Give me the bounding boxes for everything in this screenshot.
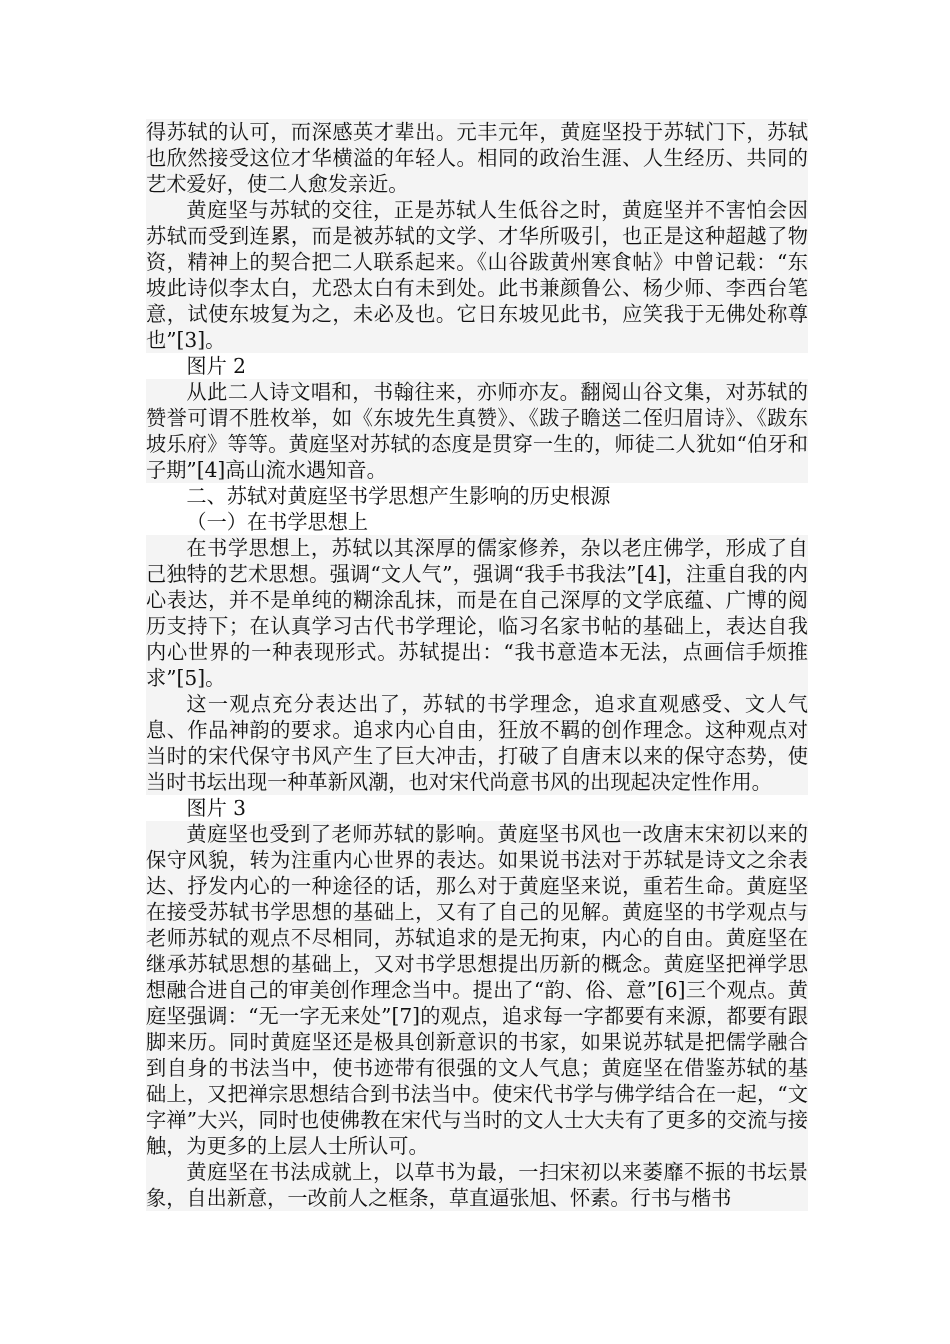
figure-caption-2: 图片 2 bbox=[186, 354, 247, 378]
paragraph-su-shi-thought: 在书学思想上，苏轼以其深厚的儒家修养，杂以老庄佛学，形成了自己独特的艺术思想。强调“文人气”，强调“我手书我法”[4]，注重自我的内心表达，并不是单纯的糊涂乱抹，而是在自己深厚的文学底蕴、广博的阅历支持下；在认真学习古代书学理论，临习名家书帖的基础上，表达自我内心世界的一种表现形式。苏轼提出：“我书意造本无法，点画信手烦推求”[5]。 bbox=[146, 536, 808, 690]
figure-caption-3: 图片 3 bbox=[186, 796, 247, 820]
paragraph-correspondence: 从此二人诗文唱和，书翰往来，亦师亦友。翻阅山谷文集，对苏轼的赞誉可谓不胜枚举，如《东坡先生真赞》、《跋子瞻送二侄归眉诗》、《跋东坡乐府》等等。黄庭坚对苏轼的态度是贯穿一生的，师徒二人犹如“伯牙和子期”[4]高山流水遇知音。 bbox=[146, 380, 808, 482]
paragraph-friendship: 黄庭坚与苏轼的交往，正是苏轼人生低谷之时，黄庭坚并不害怕会因苏轼而受到连累，而是被苏轼的文学、才华所吸引，也正是这种超越了物资，精神上的契合把二人联系起来。《山谷跋黄州寒食帖》中曾记载：“东坡此诗似李太白，尤恐太白有未到处。此书兼颜鲁公、杨少师、李西台笔意，试使东坡复为之，未必及也。它日东坡见此书，应笑我于无佛处称尊也”[3]。 bbox=[146, 198, 808, 352]
paragraph-intro-continuation: 得苏轼的认可，而深感英才辈出。元丰元年，黄庭坚投于苏轼门下，苏轼也欣然接受这位才华横溢的年轻人。相同的政治生涯、人生经历、共同的艺术爱好，使二人愈发亲近。 bbox=[146, 120, 808, 196]
paragraph-huang-influence: 黄庭坚也受到了老师苏轼的影响。黄庭坚书风也一改唐末宋初以来的保守风貌，转为注重内心世界的表达。如果说书法对于苏轼是诗文之余表达、抒发内心的一种途径的话，那么对于黄庭坚来说，重若生命。黄庭坚在接受苏轼书学思想的基础上，又有了自己的见解。黄庭坚的书学观点与老师苏轼的观点不尽相同，苏轼追求的是无拘束，内心的自由。黄庭坚在继承苏轼思想的基础上，又对书学思想提出历新的概念。黄庭坚把禅学思想融合进自己的审美创作理念当中。提出了“韵、俗、意”[6]三个观点。黄庭坚强调：“无一字无来处”[7]的观点，追求每一字都要有来源，都要有跟脚来历。同时黄庭坚还是极具创新意识的书家，如果说苏轼是把儒学融合到自身的书法当中，使书迹带有很强的文人气息；黄庭坚在借鉴苏轼的基础上，又把禅宗思想结合到书法当中。使宋代书学与佛学结合在一起，“文字禅”大兴，同时也使佛教在宋代与当时的文人士大夫有了更多的交流与接触，为更多的上层人士所认可。 bbox=[146, 822, 808, 1158]
subsection-heading-1: （一）在书学思想上 bbox=[186, 510, 369, 534]
paragraph-su-shi-impact: 这一观点充分表达出了，苏轼的书学理念，追求直观感受、文人气息、作品神韵的要求。追求内心自由，狂放不羁的创作理念。这种观点对当时的宋代保守书风产生了巨大冲击，打破了自唐末以来的保守态势，使当时书坛出现一种革新风潮，也对宋代尚意书风的出现起决定性作用。 bbox=[146, 692, 808, 794]
document-page bbox=[146, 119, 808, 1211]
section-heading-2: 二、苏轼对黄庭坚书学思想产生影响的历史根源 bbox=[186, 484, 611, 508]
paragraph-huang-achievement: 黄庭坚在书法成就上，以草书为最，一扫宋初以来萎靡不振的书坛景象，自出新意，一改前人之框条，草直逼张旭、怀素。行书与楷书 bbox=[146, 1160, 808, 1210]
